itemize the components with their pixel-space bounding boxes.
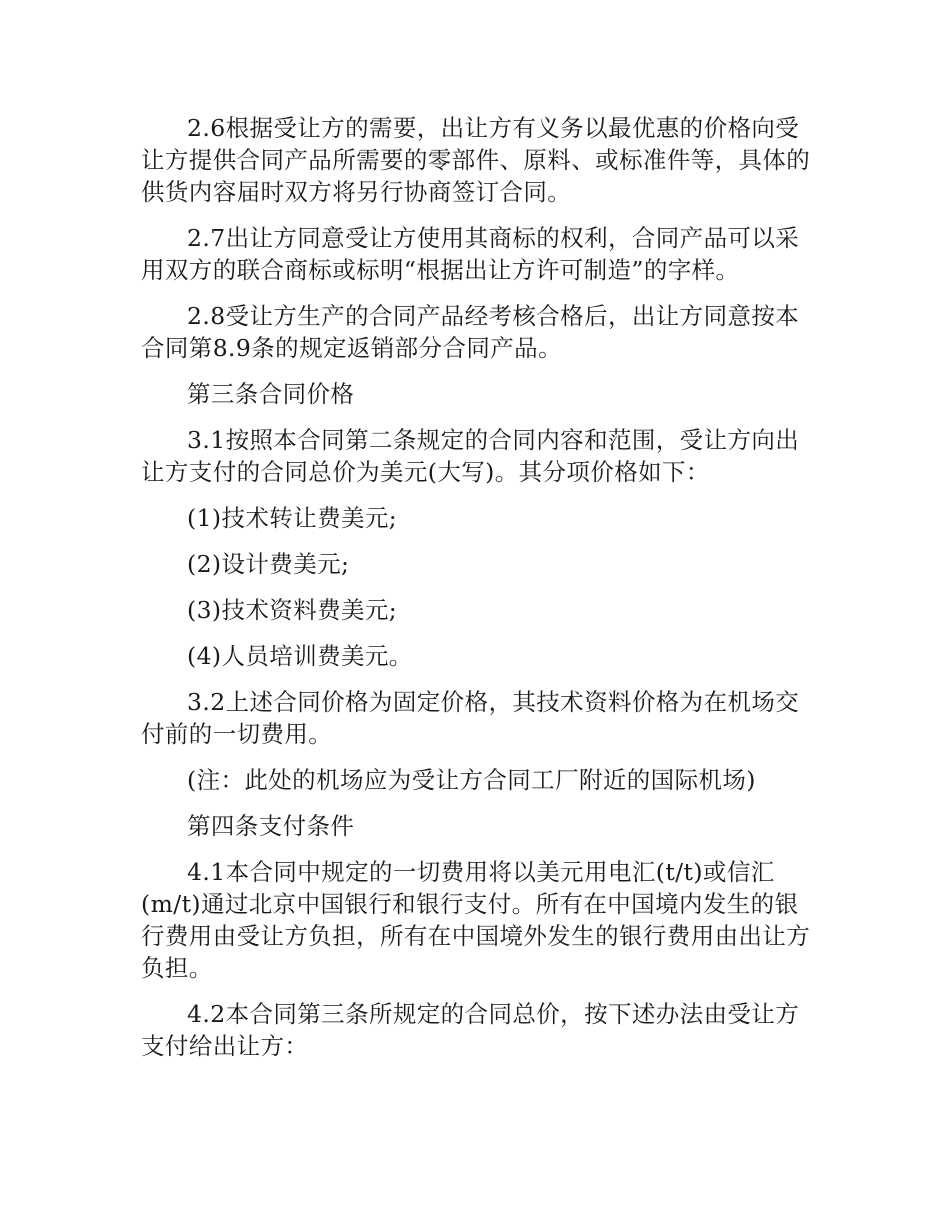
clause-3-1: 3.1按照本合同第二条规定的合同内容和范围，受让方向出让方支付的合同总价为美元(大写)。其分项价格如下： (141, 426, 800, 486)
clause-2-6: 2.6根据受让方的需要，出让方有义务以最优惠的价格向受让方提供合同产品所需要的零部件、原料、或标准件等，具体的供货内容届时双方将另行协商签订合同。 (141, 114, 811, 206)
price-item-3: (3)技术资料费美元; (187, 596, 398, 624)
article-4-heading: 第四条支付条件 (187, 812, 355, 840)
note-airport: (注：此处的机场应为受让方合同工厂附近的国际机场) (187, 766, 756, 794)
price-item-2: (2)设计费美元; (187, 550, 350, 578)
clause-2-7: 2.7出让方同意受让方使用其商标的权利，合同产品可以采用双方的联合商标或标明“根据出让方许可制造”的字样。 (141, 224, 800, 284)
clause-2-8: 2.8受让方生产的合同产品经考核合格后，出让方同意按本合同第8.9条的规定返销部分合同产品。 (141, 302, 800, 362)
price-item-4: (4)人员培训费美元。 (187, 642, 413, 670)
article-3-heading: 第三条合同价格 (187, 380, 355, 408)
clause-4-2: 4.2本合同第三条所规定的合同总价，按下述办法由受让方支付给出让方： (141, 1000, 800, 1060)
clause-3-2: 3.2上述合同价格为固定价格，其技术资料价格为在机场交付前的一切费用。 (141, 688, 800, 748)
price-item-1: (1)技术转让费美元; (187, 504, 398, 532)
document-body (141, 112, 813, 1076)
clause-4-1: 4.1本合同中规定的一切费用将以美元用电汇(t/t)或信汇(m/t)通过北京中国银行和银行支付。所有在中国境内发生的银行费用由受让方负担，所有在中国境外发生的银行费用由出让方负担。 (141, 858, 811, 982)
